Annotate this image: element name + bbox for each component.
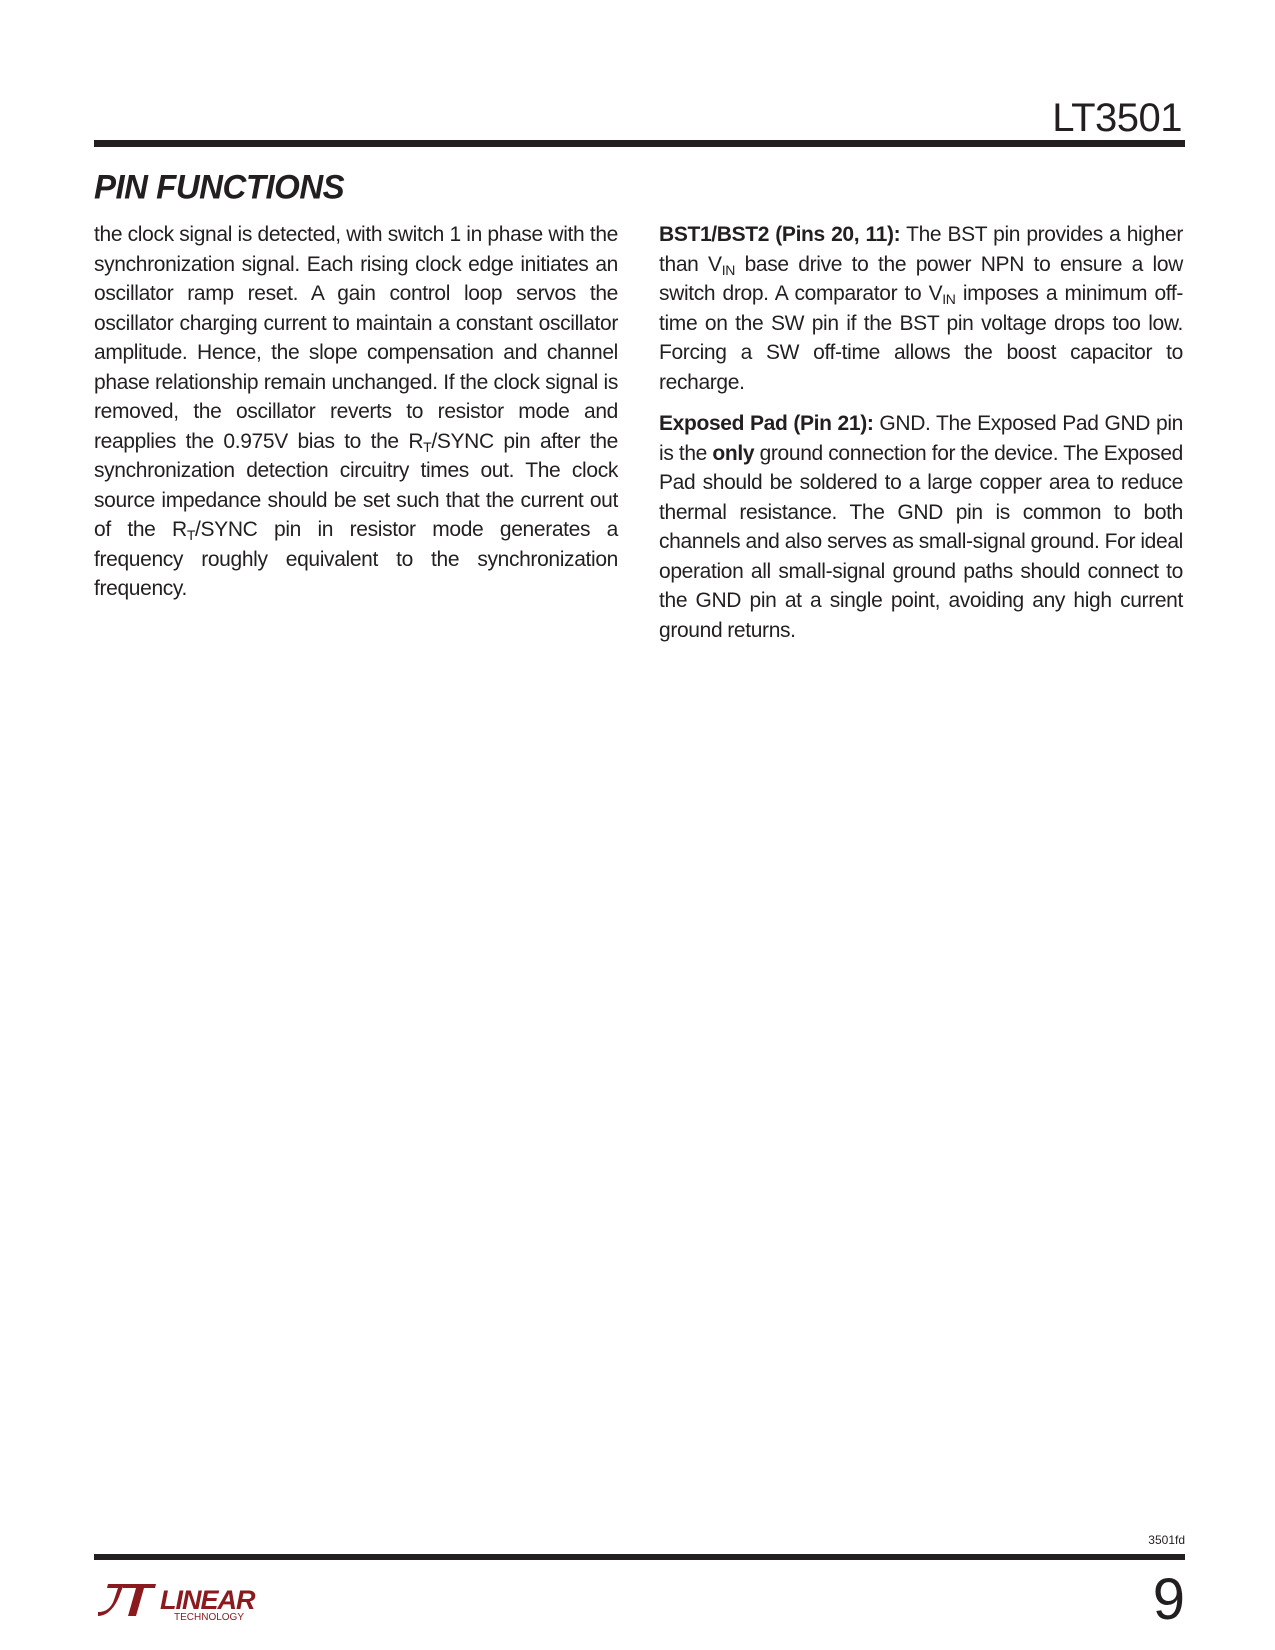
part-number: LT3501 — [1052, 96, 1182, 140]
exposed-pad-paragraph: Exposed Pad (Pin 21): GND. The Exposed Pad GND pin is the only ground connection for the device. The Exposed Pad should be soldered to a large copper area to reduce thermal resistance. The GND pin is common to both channels and also serves as small-signal ground. For ideal operation all small-signal ground paths should connect to the GND pin at a single point, avoiding any high current ground returns. — [659, 412, 1183, 642]
linear-technology-logo-icon — [94, 1576, 264, 1622]
svg-text:TECHNOLOGY: TECHNOLOGY — [174, 1612, 245, 1622]
left-column — [94, 220, 618, 616]
svg-text:LINEAR: LINEAR — [160, 1585, 255, 1615]
exposed-pad-heading: Exposed Pad (Pin 21): — [659, 412, 874, 435]
right-column — [659, 220, 1183, 657]
clock-sync-paragraph: the clock signal is detected, with switch 1 in phase with the synchronization signal. Each rising clock edge initiates an oscillator ramp reset. A gain control loop servos the oscillator charging current to maintain a constant oscillator amplitude. Hence, the slope compensation and channel phase relationship remain unchanged. If the clock signal is removed, the oscillator reverts to resistor mode and reapplies the 0.975V bias to the $R_T$/SYNC pin after the synchronization detection circuitry times out. The clock source impedance should be set such that the current out of the $R_T$/SYNC pin in resistor mode generates a frequency roughly equivalent to the synchronization frequency. — [94, 223, 618, 600]
footer-rule — [94, 1554, 1185, 1560]
section-title: PIN FUNCTIONS — [94, 167, 345, 206]
page-number: 9 — [1152, 1567, 1185, 1632]
bst-pin-paragraph: BST1/BST2 (Pins 20, 11): The BST pin provides a higher than $V_{IN}$ base drive to the power NPN to ensure a low switch drop. A comparator to $V_{IN}$ imposes a minimum off-time on the SW pin if the BST pin voltage drops too low. Forcing a SW off-time allows the boost capacitor to recharge. — [659, 223, 1184, 394]
header-rule — [94, 140, 1185, 147]
document-code: 3501fd — [1148, 1533, 1185, 1547]
bst-pin-heading: BST1/BST2 (Pins 20, 11): — [659, 223, 901, 246]
